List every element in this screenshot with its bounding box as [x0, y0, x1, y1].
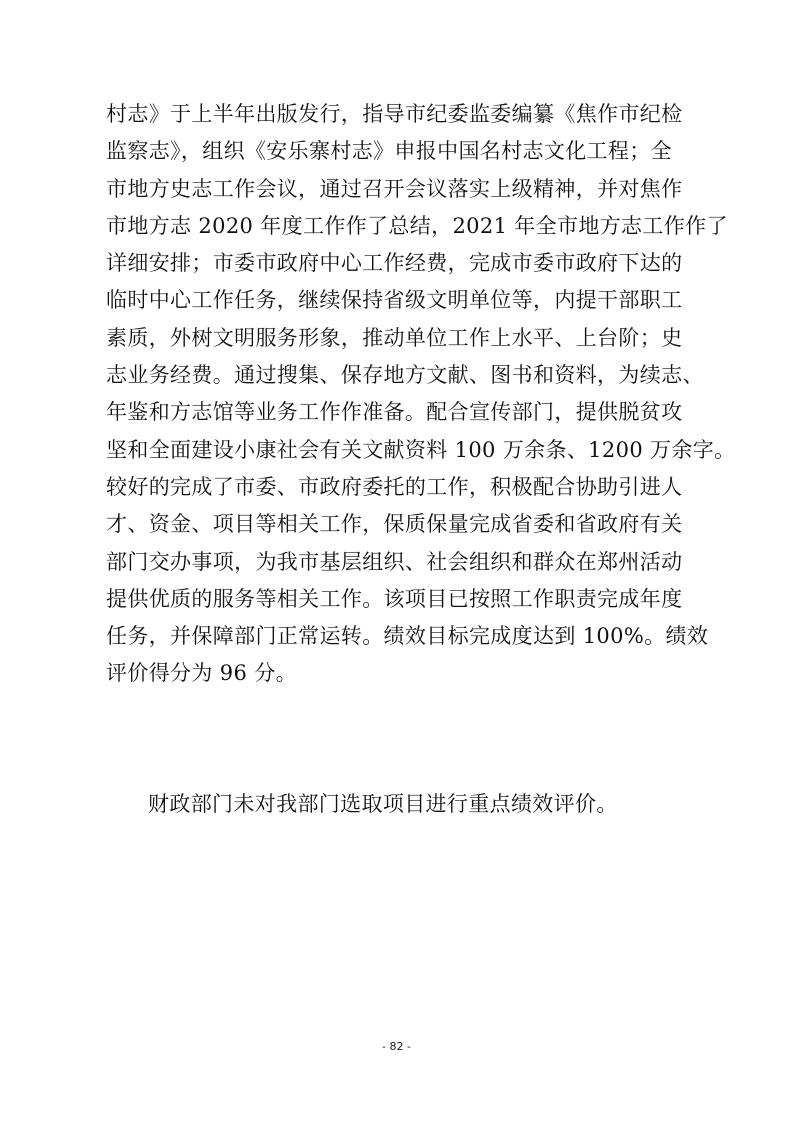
- text-line: 市地方志 2020 年度工作作了总结，2021 年全市地方志工作作了: [106, 213, 728, 238]
- text-line: 村志》于上半年出版发行，指导市纪委监委编纂《焦作市纪检: [106, 102, 683, 126]
- text-line: 详细安排；市委市政府中心工作经费，完成市委市政府下达的: [106, 251, 683, 276]
- text-line: 部门交办事项，为我市基层组织、社会组织和群众在郑州活动: [106, 549, 683, 574]
- text-line: 志业务经费。通过搜集、保存地方文献、图书和资料，为续志、: [106, 363, 704, 388]
- text-line: 评价得分为 96 分。: [106, 661, 297, 686]
- text-line: 任务，并保障部门正常运转。绩效目标完成度达到 100%。绩效: [106, 624, 709, 649]
- text-line: 才、资金、项目等相关工作，保质保量完成省委和省政府有关: [106, 512, 683, 537]
- text-line: 提供优质的服务等相关工作。该项目已按照工作职责完成年度: [106, 586, 683, 611]
- text-line: 监察志》，组织《安乐寨村志》申报中国名村志文化工程；全: [106, 139, 672, 164]
- text-line: 临时中心工作任务，继续保持省级文明单位等，内提干部职工: [106, 288, 683, 313]
- paragraph-2: 财政部门未对我部门选取项目进行重点绩效评价。: [148, 792, 618, 816]
- text-line: 素质，外树文明服务形象，推动单位工作上水平、上台阶；史: [106, 325, 683, 350]
- text-line: 市地方史志工作会议，通过召开会议落实上级精神，并对焦作: [106, 176, 683, 201]
- text-line: 年鉴和方志馆等业务工作作准备。配合宣传部门，提供脱贫攻: [106, 400, 683, 425]
- paragraph-1: [106, 96, 736, 693]
- text-line: 坚和全面建设小康社会有关文献资料 100 万余条、1200 万余字。: [106, 437, 736, 462]
- page-number: - 82 -: [382, 1040, 411, 1053]
- text-line: 较好的完成了市委、市政府委托的工作，积极配合协助引进人: [106, 474, 683, 499]
